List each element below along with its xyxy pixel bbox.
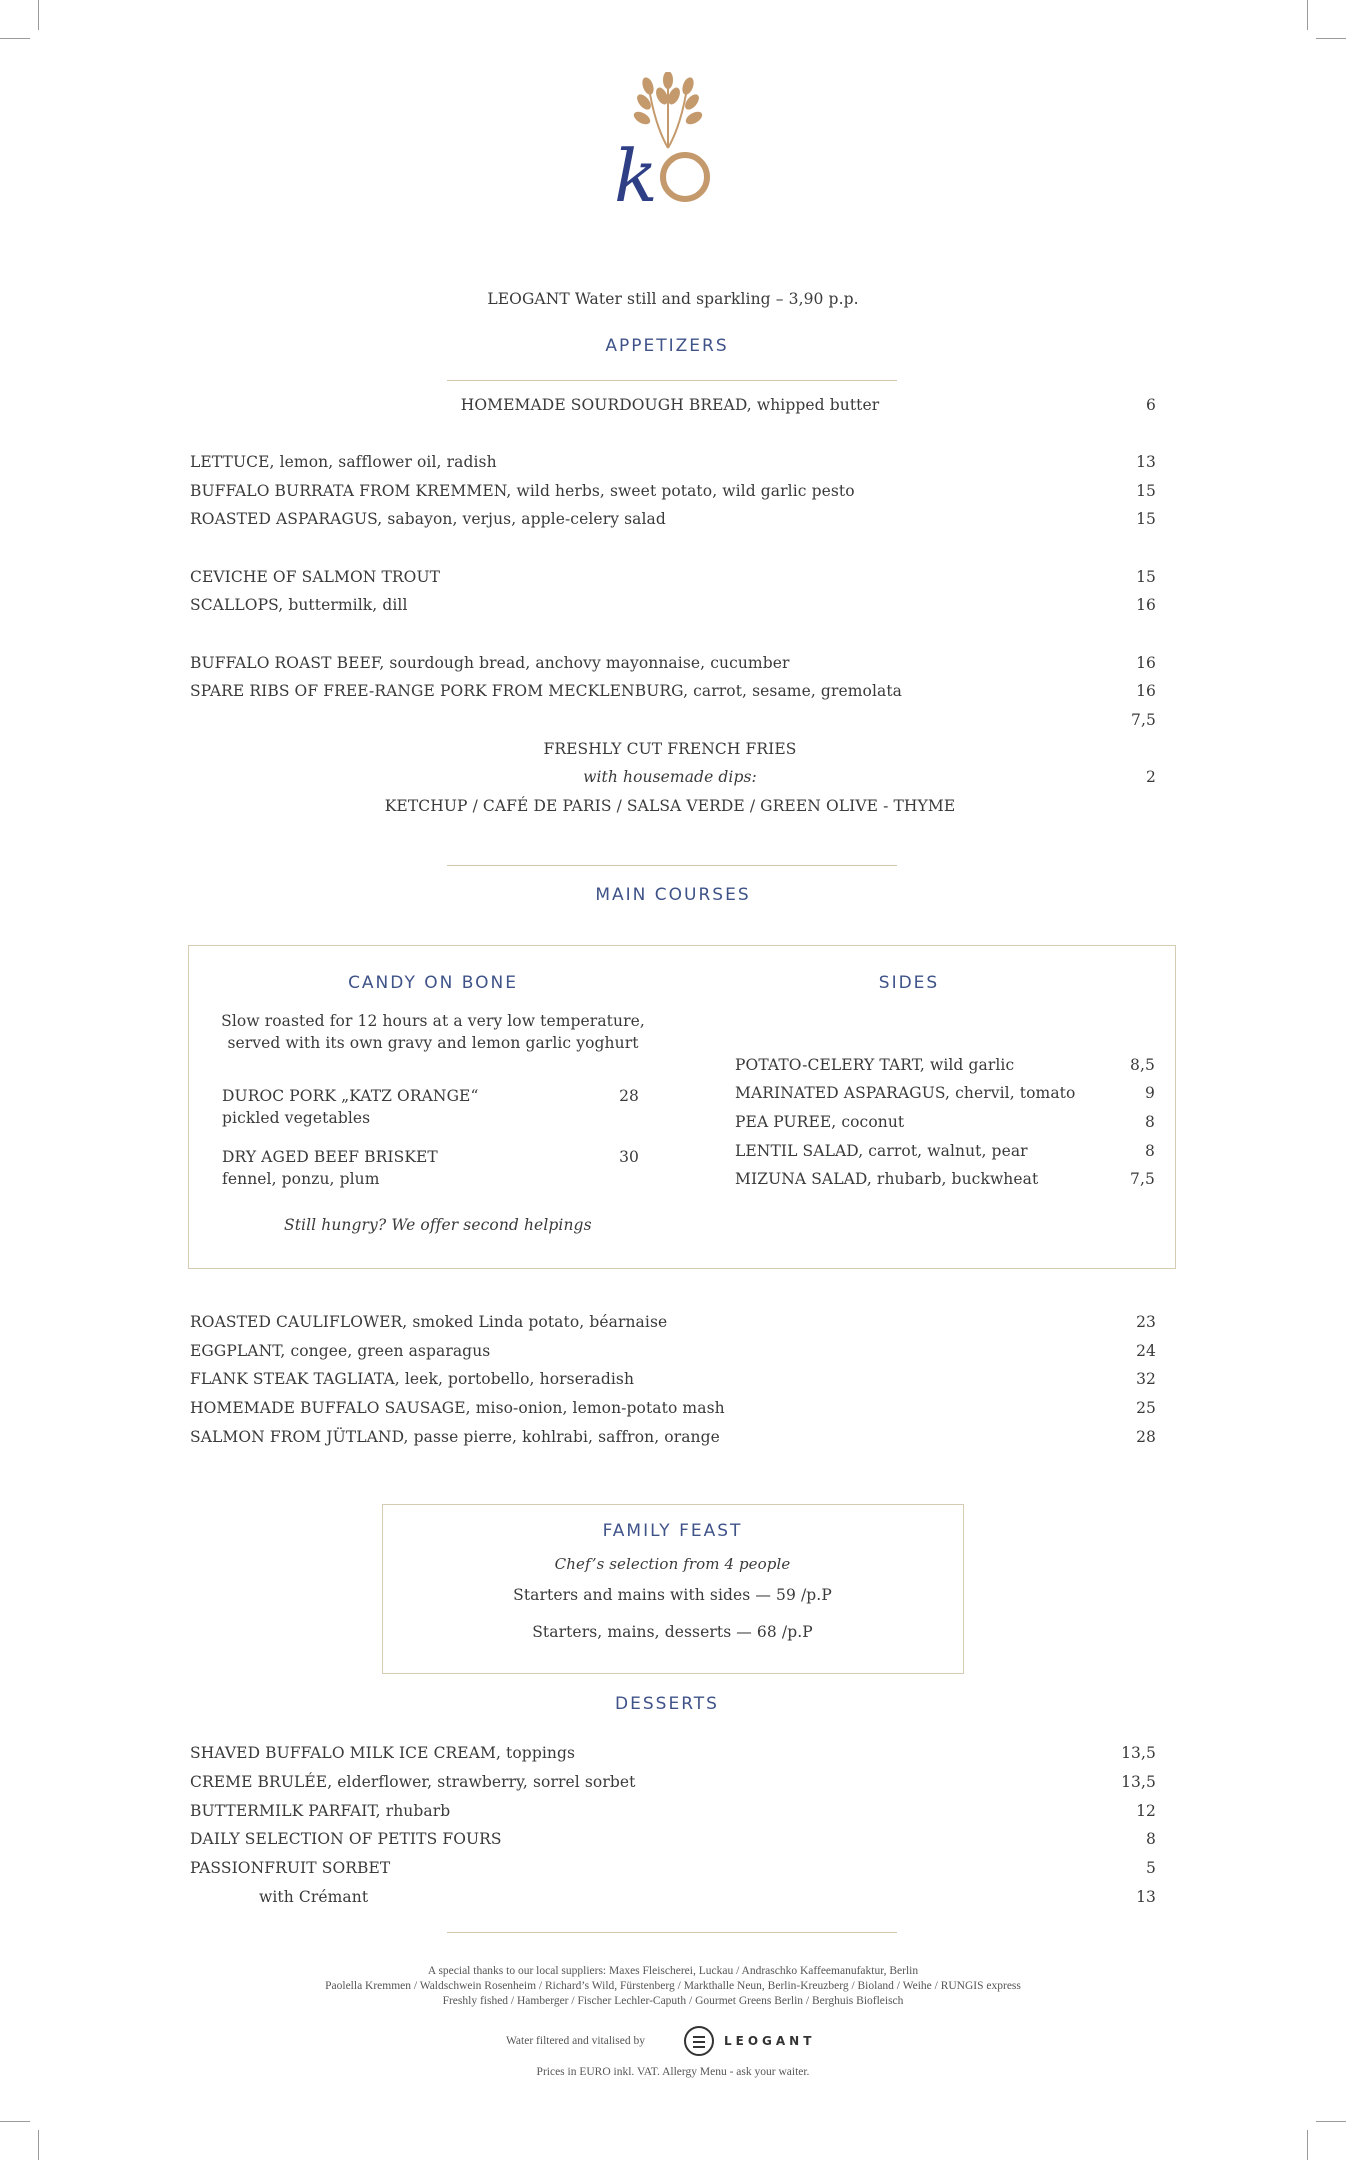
menu-price: 32: [1136, 1370, 1156, 1388]
menu-price: 25: [1136, 1399, 1156, 1417]
family-feast-option: Starters and mains with sides — 59 /p.P: [513, 1586, 832, 1604]
menu-price: 28: [1136, 1428, 1156, 1446]
candy-sides-box: [188, 945, 1176, 1269]
menu-item: SCALLOPS, buttermilk, dill: [190, 596, 408, 614]
water-line: LEOGANT Water still and sparkling – 3,90 p.p.: [487, 290, 859, 308]
side-item: LENTIL SALAD, carrot, walnut, pear: [735, 1142, 1028, 1160]
menu-item: ROASTED ASPARAGUS, sabayon, verjus, apple-celery salad: [190, 510, 666, 528]
menu-price: 13: [1136, 453, 1156, 471]
menu-price: 13,5: [1121, 1744, 1156, 1762]
family-feast-heading: FAMILY FEAST: [602, 1521, 743, 1541]
menu-price: 16: [1136, 682, 1156, 700]
main-courses-heading: MAIN COURSES: [595, 885, 751, 905]
menu-price: 16: [1136, 654, 1156, 672]
menu-price: 5: [1146, 1859, 1156, 1877]
second-helpings-note: Still hungry? We offer second helpings: [284, 1216, 592, 1234]
crop-mark: [38, 2130, 39, 2160]
menu-price: 13: [1136, 1888, 1156, 1906]
candy-desc: served with its own gravy and lemon garlic yoghurt: [227, 1034, 639, 1052]
menu-price: 15: [1136, 482, 1156, 500]
divider: [447, 380, 897, 381]
menu-item: DAILY SELECTION OF PETITS FOURS: [190, 1830, 502, 1848]
water-filter-text: Water filtered and vitalised by: [506, 2035, 645, 2047]
divider: [447, 1932, 897, 1933]
menu-item: LETTUCE, lemon, safflower oil, radish: [190, 453, 497, 471]
fries-price: 7,5: [1131, 711, 1156, 729]
crop-mark: [1316, 38, 1346, 39]
menu-price: 13,5: [1121, 1773, 1156, 1791]
crop-mark: [0, 2121, 30, 2122]
appetizers-heading: APPETIZERS: [605, 336, 729, 356]
side-price: 7,5: [1130, 1170, 1155, 1188]
crop-mark: [1316, 2121, 1346, 2122]
leogant-logo-icon: [684, 2026, 714, 2056]
menu-item: SPARE RIBS OF FREE-RANGE PORK FROM MECKLENBURG, carrot, sesame, gremolata: [190, 682, 903, 700]
menu-item: CREME BRULÉE, elderflower, strawberry, sorrel sorbet: [190, 1773, 636, 1791]
candy-heading: CANDY ON BONE: [348, 973, 518, 993]
logo-monogram: k: [608, 144, 738, 224]
family-feast-subtitle: Chef’s selection from 4 people: [554, 1555, 791, 1573]
fries-item: FRESHLY CUT FRENCH FRIES: [543, 740, 797, 758]
side-item: PEA PUREE, coconut: [735, 1113, 905, 1131]
desserts-heading: DESSERTS: [615, 1694, 719, 1714]
menu-item: CEVICHE OF SALMON TROUT: [190, 568, 441, 586]
side-item: MARINATED ASPARAGUS, chervil, tomato: [735, 1084, 1076, 1102]
menu-item: SALMON FROM JÜTLAND, passe pierre, kohlrabi, saffron, orange: [190, 1428, 720, 1446]
menu-item: SHAVED BUFFALO MILK ICE CREAM, toppings: [190, 1744, 576, 1762]
candy-item-detail: pickled vegetables: [222, 1109, 371, 1127]
candy-item: DUROC PORK „KATZ ORANGE“: [222, 1087, 479, 1105]
bread-item: HOMEMADE SOURDOUGH BREAD, whipped butter: [460, 396, 880, 414]
menu-price: 23: [1136, 1313, 1156, 1331]
menu-price: 8: [1146, 1830, 1156, 1848]
side-price: 8: [1145, 1142, 1155, 1160]
family-feast-box: [382, 1504, 964, 1674]
suppliers-line: Paolella Kremmen / Waldschwein Rosenheim / Richard’s Wild, Fürstenberg / Markthalle Neun, Berlin-Kreuzberg / Bioland / Weihe / RUNGIS express: [325, 1980, 1021, 1992]
side-price: 8,5: [1130, 1056, 1155, 1074]
candy-item: DRY AGED BEEF BRISKET: [222, 1148, 438, 1166]
menu-item: with Crémant: [259, 1888, 369, 1906]
suppliers-line: Freshly fished / Hamberger / Fischer Lechler-Caputh / Gourmet Greens Berlin / Berghuis Biofleisch: [442, 1995, 904, 2007]
side-item: MIZUNA SALAD, rhubarb, buckwheat: [735, 1170, 1039, 1188]
side-price: 9: [1145, 1084, 1155, 1102]
dips-list: KETCHUP / CAFÉ DE PARIS / SALSA VERDE / GREEN OLIVE - THYME: [384, 797, 956, 815]
menu-price: 24: [1136, 1342, 1156, 1360]
family-feast-option: Starters, mains, desserts — 68 /p.P: [532, 1623, 813, 1641]
prices-note: Prices in EURO inkl. VAT. Allergy Menu - ask your waiter.: [536, 2066, 810, 2078]
menu-price: 15: [1136, 510, 1156, 528]
menu-item: BUFFALO BURRATA FROM KREMMEN, wild herbs, sweet potato, wild garlic pesto: [190, 482, 855, 500]
candy-price: 28: [619, 1087, 639, 1105]
logo: [600, 72, 740, 227]
side-price: 8: [1145, 1113, 1155, 1131]
candy-item-detail: fennel, ponzu, plum: [222, 1170, 380, 1188]
menu-price: 16: [1136, 596, 1156, 614]
crop-mark: [1307, 0, 1308, 30]
sides-heading: SIDES: [878, 973, 940, 993]
suppliers-line: A special thanks to our local suppliers: Maxes Fleischerei, Luckau / Andraschko Kaffeemanufaktur, Berlin: [427, 1965, 919, 1977]
menu-item: BUTTERMILK PARFAIT, rhubarb: [190, 1802, 451, 1820]
crop-mark: [0, 38, 30, 39]
bread-price: 6: [1146, 396, 1156, 414]
side-item: POTATO-CELERY TART, wild garlic: [735, 1056, 1015, 1074]
candy-desc: Slow roasted for 12 hours at a very low temperature,: [221, 1012, 645, 1030]
menu-item: ROASTED CAULIFLOWER, smoked Linda potato, béarnaise: [190, 1313, 668, 1331]
divider: [447, 865, 897, 866]
dip-price: 2: [1146, 768, 1156, 786]
menu-item: PASSIONFRUIT SORBET: [190, 1859, 391, 1877]
candy-price: 30: [619, 1148, 639, 1166]
fries-subtitle: with housemade dips:: [583, 768, 757, 786]
menu-item: FLANK STEAK TAGLIATA, leek, portobello, horseradish: [190, 1370, 635, 1388]
menu-item: EGGPLANT, congee, green asparagus: [190, 1342, 491, 1360]
leogant-brand: LEOGANT: [724, 2034, 816, 2048]
menu-price: 15: [1136, 568, 1156, 586]
menu-price: 12: [1136, 1802, 1156, 1820]
menu-item: BUFFALO ROAST BEEF, sourdough bread, anchovy mayonnaise, cucumber: [190, 654, 790, 672]
crop-mark: [1307, 2130, 1308, 2160]
crop-mark: [38, 0, 39, 30]
menu-item: HOMEMADE BUFFALO SAUSAGE, miso-onion, lemon-potato mash: [190, 1399, 725, 1417]
